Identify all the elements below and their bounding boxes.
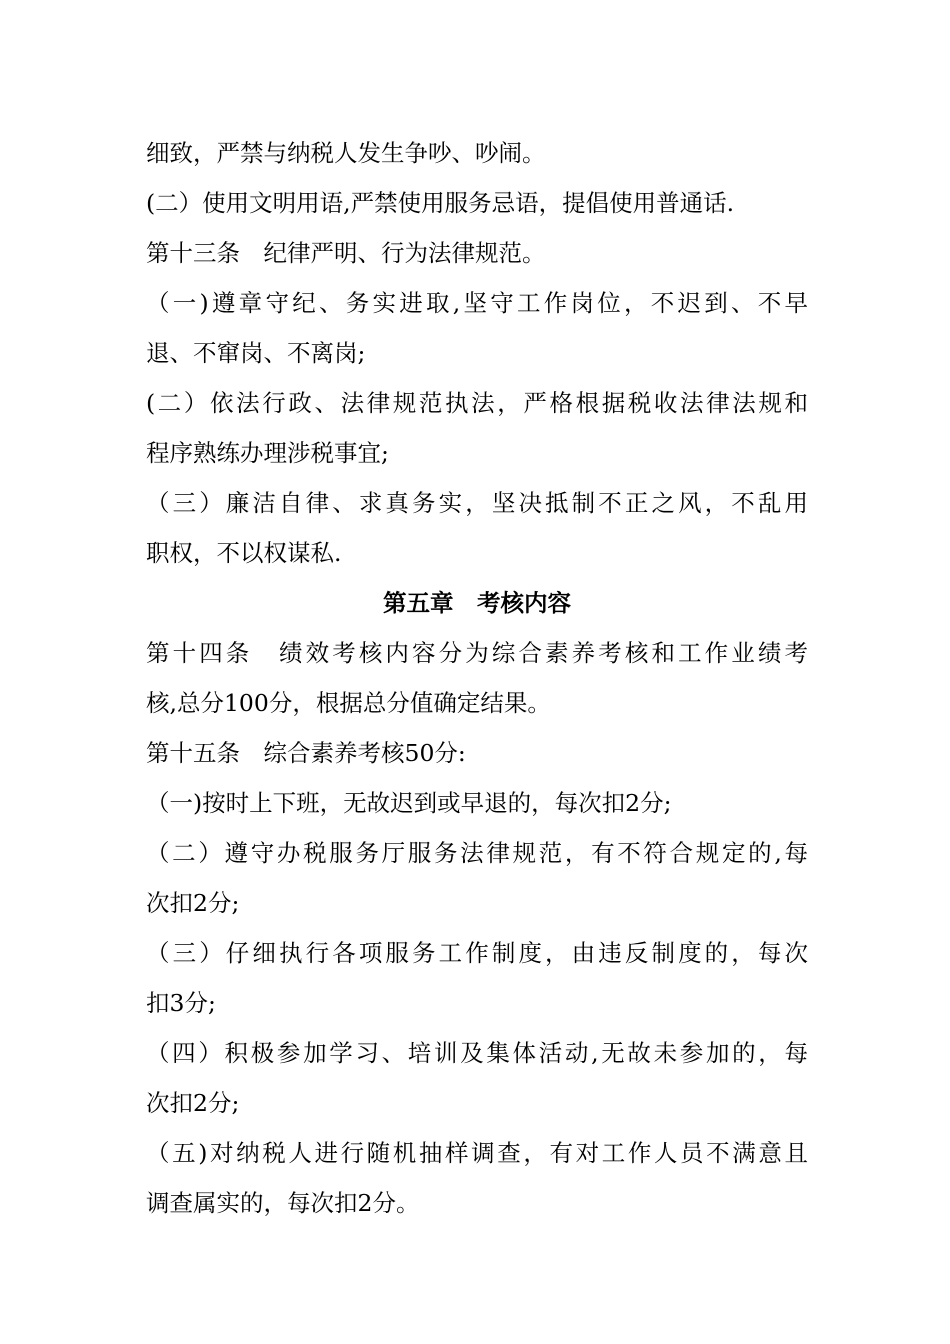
text-line: （四）积极参加学习、培训及集体活动,无故未参加的，每 bbox=[146, 1039, 808, 1067]
text-line: 核,总分100分，根据总分值确定结果。 bbox=[146, 689, 551, 717]
text-line: (二）依法行政、法律规范执法，严格根据税收法律法规和 bbox=[146, 389, 808, 417]
text-line: 职权，不以权谋私. bbox=[146, 539, 342, 567]
text-line: (二）使用文明用语,严禁使用服务忌语，提倡使用普通话. bbox=[146, 189, 735, 217]
text-line: （五)对纳税人进行随机抽样调查，有对工作人员不满意且 bbox=[146, 1139, 808, 1167]
text-line: （二）遵守办税服务厅服务法律规范，有不符合规定的,每 bbox=[146, 839, 808, 867]
document-body bbox=[146, 128, 808, 1228]
chapter-5-heading: 第五章 考核内容 bbox=[383, 589, 571, 617]
text-line: （三）廉洁自律、求真务实，坚决抵制不正之风，不乱用 bbox=[146, 489, 808, 517]
article-14-title: 第十四条 绩效考核内容分为综合素养考核和工作业绩考 bbox=[146, 639, 808, 667]
text-line: 次扣2分; bbox=[146, 889, 240, 917]
text-line: 次扣2分; bbox=[146, 1089, 240, 1117]
text-line: （三）仔细执行各项服务工作制度，由违反制度的，每次 bbox=[146, 939, 808, 967]
text-line: 细致，严禁与纳税人发生争吵、吵闹。 bbox=[146, 139, 546, 167]
article-13-title: 第十三条 纪律严明、行为法律规范。 bbox=[146, 239, 546, 267]
text-line: 程序熟练办理涉税事宜; bbox=[146, 439, 389, 467]
text-line: （一)按时上下班，无故迟到或早退的，每次扣2分; bbox=[146, 789, 672, 817]
text-line: 扣3分; bbox=[146, 989, 216, 1017]
article-15-title: 第十五条 综合素养考核50分: bbox=[146, 739, 466, 767]
text-line: 调查属实的，每次扣2分。 bbox=[146, 1189, 420, 1217]
text-line: 退、不窜岗、不离岗; bbox=[146, 339, 366, 367]
text-line: （一)遵章守纪、务实进取,坚守工作岗位，不迟到、不早 bbox=[146, 289, 808, 317]
